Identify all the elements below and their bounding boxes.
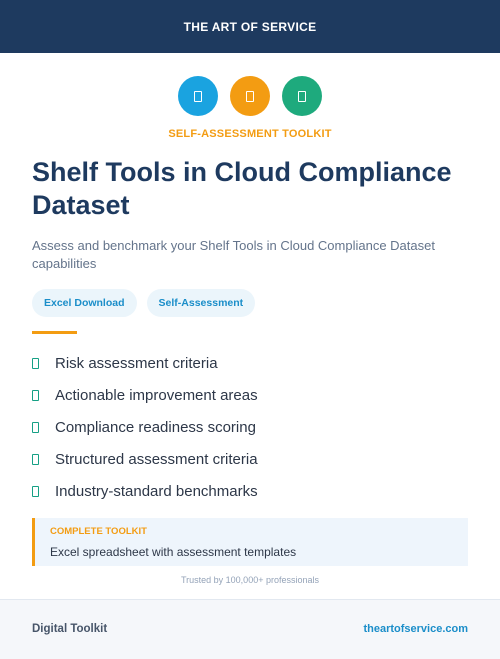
checkbox-icon — [32, 390, 39, 401]
feature-item — [32, 475, 258, 507]
checkbox-icon — [32, 454, 39, 465]
toolkit-callout — [32, 518, 468, 566]
feature-label: Structured assessment criteria — [55, 450, 258, 468]
feature-list — [32, 347, 258, 507]
green-document-icon — [282, 76, 322, 116]
feature-item — [32, 379, 258, 411]
checkbox-icon — [32, 422, 39, 433]
footer-label: Digital Toolkit — [32, 623, 108, 635]
blue-document-icon — [178, 76, 218, 116]
kicker-label: SELF-ASSESSMENT TOOLKIT — [168, 128, 332, 140]
callout-title: COMPLETE TOOLKIT — [50, 526, 147, 537]
feature-item — [32, 411, 258, 443]
accent-divider — [32, 331, 77, 334]
callout-description: Excel spreadsheet with assessment templates — [50, 545, 297, 559]
feature-label: Industry-standard benchmarks — [55, 482, 258, 500]
trusted-note: Trusted by 100,000+ professionals — [180, 575, 319, 585]
feature-label: Actionable improvement areas — [55, 386, 258, 404]
feature-label: Compliance readiness scoring — [55, 418, 256, 436]
feature-item — [32, 443, 258, 475]
checkbox-icon — [32, 358, 39, 369]
feature-label: Risk assessment criteria — [55, 354, 218, 372]
footer-bar — [0, 599, 500, 659]
page-subtitle: Assess and benchmark your Shelf Tools in Cloud Compliance Dataset capabilities — [32, 238, 435, 271]
website-link[interactable]: theartofservice.com — [363, 623, 468, 635]
feature-item — [32, 347, 258, 379]
tag-excel-download: Excel Download — [32, 289, 137, 317]
brand-name: THE ART OF SERVICE — [183, 19, 317, 34]
icon-row — [0, 76, 500, 116]
page-title: Shelf Tools in Cloud Compliance Dataset — [32, 157, 452, 220]
header-bar — [0, 0, 500, 53]
tag-self-assessment: Self-Assessment — [147, 289, 256, 317]
checkbox-icon — [32, 486, 39, 497]
orange-document-icon — [230, 76, 270, 116]
tag-row — [32, 289, 255, 317]
